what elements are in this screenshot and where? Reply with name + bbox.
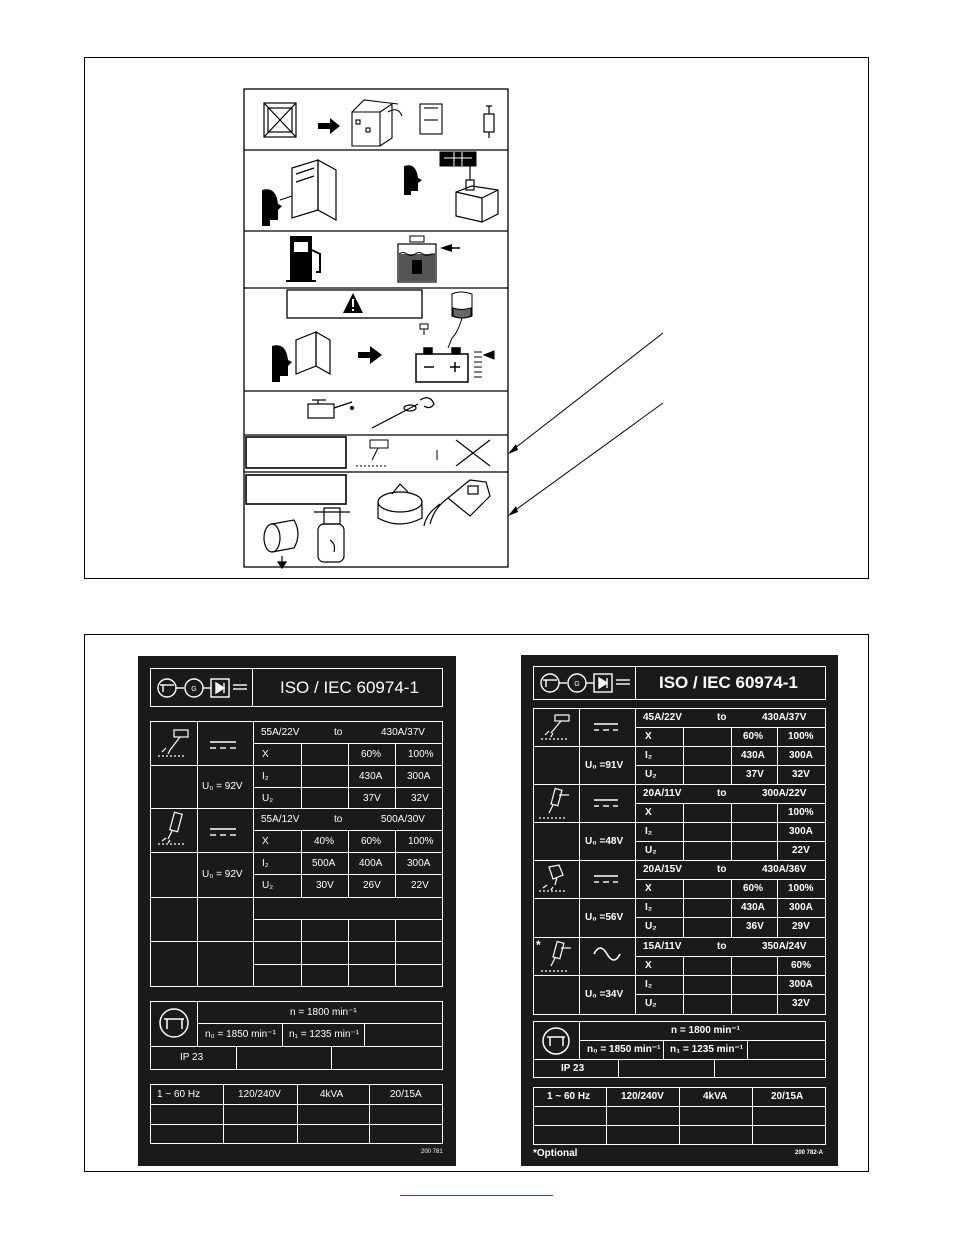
rating-label-detail-icon xyxy=(440,152,476,166)
dipstick-icon xyxy=(372,398,434,428)
head-reading-icon-3 xyxy=(272,345,292,382)
dc-symbol-icon-2 xyxy=(210,827,238,837)
filter-icon xyxy=(484,106,494,138)
stick-electrode-icon xyxy=(356,440,388,466)
oil-can-icon xyxy=(308,400,354,418)
distilled-water-icon xyxy=(420,292,472,348)
oil-filter-removal-icon xyxy=(264,520,298,568)
arrow-right-icon xyxy=(318,118,340,134)
footer-link-underline[interactable] xyxy=(400,1195,553,1196)
fuel-tank-level-icon xyxy=(398,236,460,282)
generator-symbol-icon-2 xyxy=(539,671,631,695)
standard-title: ISO / IEC 60974-1 xyxy=(280,678,419,697)
footnote: *Optional xyxy=(533,1148,578,1159)
dc-symbol-icon-4 xyxy=(594,798,620,808)
arrow-right-icon-2 xyxy=(358,346,382,364)
x-mark-icon xyxy=(456,440,490,466)
svg-text:G: G xyxy=(574,681,580,688)
rating-plate-right: G ISO / IEC 60974-1 45A/22V to 430A/37V X 60% 100% U₀ =91V I₂ 430A 300A U₂ 37V 32V 20A/11V to 300A/22V X 100% U₀ =48V I₂ 300A U₂ 22V 20A/15V to 430A/36V X 60% 100% U₀ =56V I₂ 430A 300A U₂ 36V 29V * 15A/11V to 350A/24V X 60% U₀ =34V I₂ 300A U₂ 32V n = 1800 min⁻¹ n₀ = 1850 min⁻¹ n₁ = 1235 min⁻¹ IP 23 1 ~ 60 Hz 120/240V 4kVA 20/15A *Optional 200 782-A xyxy=(521,655,838,1166)
engine-symbol-icon xyxy=(158,1007,190,1039)
air-filter-element-icon xyxy=(378,484,422,524)
open-box-icon xyxy=(352,100,402,146)
warning-triangle-icon xyxy=(343,293,363,313)
engine-symbol-icon-2 xyxy=(541,1026,571,1056)
dc-symbol-icon xyxy=(210,740,238,750)
fuel-pump-icon xyxy=(286,236,320,282)
rating-plate-left: G ISO / IEC 60974-1 55A/22V to 430A/37V X 60% 100% U₀ = 92V I₂ 430A 300A U₂ 37V 32V 55A/12V to 500A/30V X 40% 60% 100% U₀ = 92V I₂ 500A 400A 300A U₂ 30V 26V 22V n = 1800 min⁻¹ n₀ = 1850 min⁻¹ n₁ = 1235 min⁻¹ IP 23 1 ~ 60 Hz 120/240V 4kVA 20/15A 200 781 xyxy=(138,656,456,1166)
tig-torch-icon xyxy=(158,811,190,847)
tig-torch-icon-2 xyxy=(539,787,571,821)
dc-symbol-icon-3 xyxy=(594,722,620,732)
head-reading-icon xyxy=(262,189,282,226)
stick-welding-icon xyxy=(156,728,192,758)
open-manual-icon xyxy=(292,160,336,220)
part-number: 200 781 xyxy=(421,1149,443,1155)
ac-symbol-icon xyxy=(593,947,621,961)
electrolyte-level-icon xyxy=(474,351,494,377)
welder-unit-icon xyxy=(456,166,498,222)
manual-icon-2 xyxy=(296,332,330,374)
battery-icon xyxy=(416,348,468,382)
svg-text:G: G xyxy=(191,686,197,693)
standard-title-2: ISO / IEC 60974-1 xyxy=(659,673,798,692)
tig-torch-icon-3 xyxy=(541,940,573,974)
fuel-filter-icon xyxy=(424,480,490,526)
stick-welding-icon-2 xyxy=(539,713,573,741)
mig-gun-icon xyxy=(539,863,573,895)
manual-icon xyxy=(420,104,442,134)
oil-filter-install-icon xyxy=(314,508,350,562)
head-reading-icon-2 xyxy=(404,165,422,195)
dc-symbol-icon-5 xyxy=(594,874,620,884)
part-number-2: 200 782-A xyxy=(795,1150,824,1156)
crate-icon xyxy=(264,103,296,137)
maintenance-label-illustration xyxy=(0,0,954,600)
generator-symbol-icon xyxy=(156,676,248,700)
